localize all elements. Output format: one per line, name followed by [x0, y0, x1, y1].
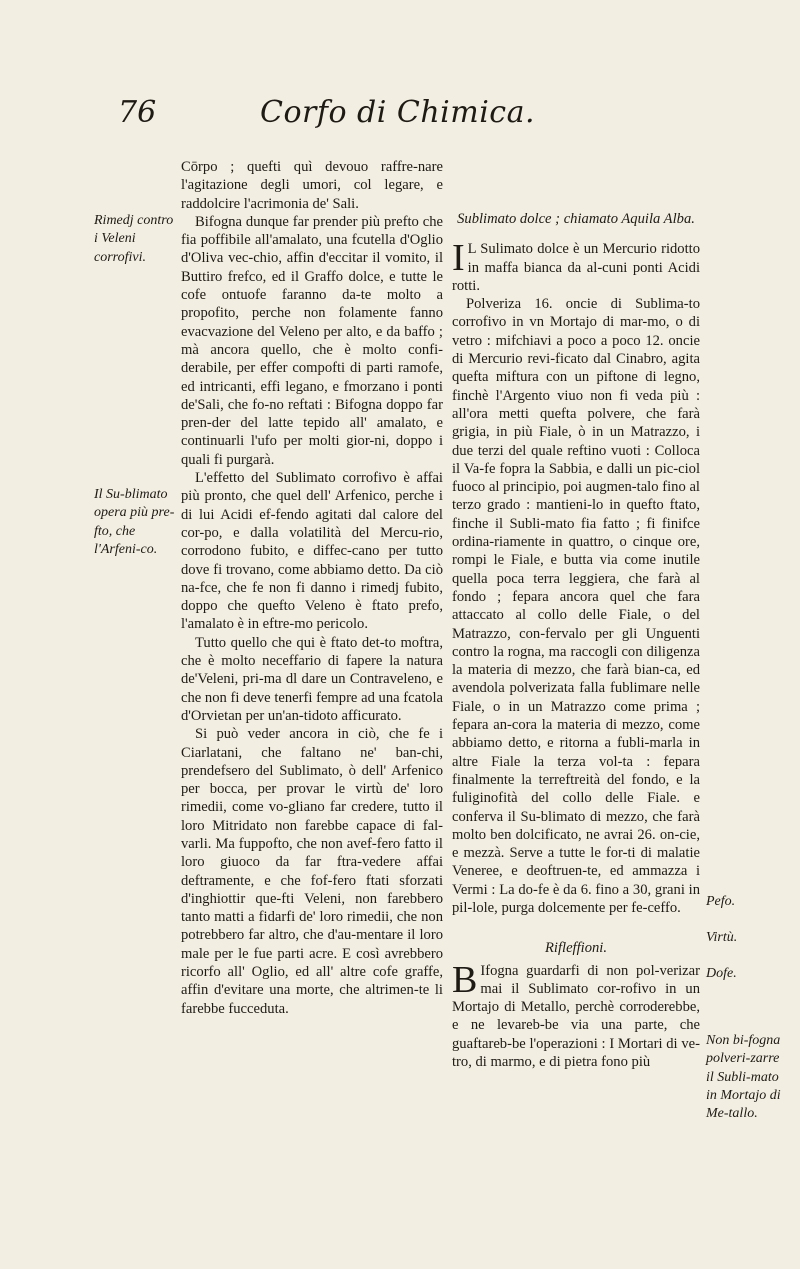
- page-header: [118, 95, 718, 145]
- subsection-title: Rifleffioni.: [544, 940, 608, 957]
- paragraph: Tutto quello che qui è ftato det-to moftra, che è molto neceffario di fapere la natura de'Veleni, pri-ma dl dare un Contraveleno, e che non fi deve tenerfi fempre ad una fcatola d'Orvietan per un'an-tidoto afficurato.: [181, 634, 443, 724]
- margin-note-weight: Pefo.: [706, 894, 736, 909]
- margin-note-sublimato: Il Su-blimato opera più pre-fto, che l'Arfeni-co.: [94, 487, 175, 557]
- paragraph: Si può veder ancora in ciò, che fe i Ciarlatani, che faltano ne' ban-chi, prendefsero del Sublimato, ò dell' Arfenico per bocca, per provar le virtù de' loro rimedii, come vo-gliano far credere, tutto il loro Mitridato non farebbe capace di fal-varli. Ma fuppofto, che non avef-fero fatto il loro giuoco da far ftra-vedere affai deftramente, e che fof-fero ftati sforzati d'inghiottir que-fti Veleni, non farebbero tanto matti a fidarfi de' loro rimedii, che non potrebbero far altro, che d'au-mentare il loro male per le fue parti acre. E così avrebbero ricorfo all' Oglio, ed all' altre cofe graffe, affin d'evitare una morte, che altrimen-te li farebbe fucceduta.: [181, 726, 443, 1017]
- paragraph: L'effetto del Sublimato corrofivo è affai più pronto, che quel dell' Arfenico, perche i di lui Acidi ef-fendo agitati dal calore del cor-po, e dalla volatilità del Mercu-rio, corrodono fubito, e diffec-cano per tutto dove fi trovano, come abbiamo detto. Da ciò na-fce, che fe non fi danno i rimedj fubito, doppo che quefto Veleno è ftato prefo, l'amalato è in eftre-mo pericolo.: [181, 470, 443, 633]
- paragraph: Polveriza 16. oncie di Sublima-to corrofivo in vn Mortajo di mar-mo, o di vetro : mifchiavi a poco a poco 12. oncie di Mercurio revi-ficato dal Cinabro, agita quefta miftura con un piftone di legno, finchè l'Argento viuo non fi veda più : all'ora metti quefta polvere, che farà grigia, in più Fiale, ò in un Matrazzo, i due terzi del quale reftino vuoti : Colloca il Va-fe fopra la Sabbia, e dalli un pic-ciol fuoco al principio, poi augmen-talo fino al terzo grado : mantieni-lo in quefto ftato, finche il Subli-mato fia fatto ; fi finifce ordina-riamente in quattro, o cinque ore, rompi le Fiale, e butta via come inutile quella poca terra leggiera, che farà al fondo ; fepara ancora quel che fara attaccato al collo delle Fiale, o del Matrazzo, con-fervalo per gli Unguenti contro la rogna, ma raccogli con diligenza la materia di mezzo, che farà bian-ca, ed avendola polverizata falla fublimare nelle Fiale, o in un Matrazzo come prima ; fepara an-cora la materia di mezzo, come abbiamo detto, e ritorna a fubli-marla in altre Fiale la terza vol-ta : fepara finalmente la terreftreità del fondo, e la fuliginofità del collo delle Fiale. e conferva il Su-blimato di mezzo, che farà molto ben dolcificato, ne avrai 26. on-cie, e mezzà. Serve a tutte le for-ti di malatie Veneree, e deoftruen-te, ed ammazza i Vermi : La do-fe è da 6. fino a 30, grani in pil-lole, purga dolcemente per fe-ceffo.: [452, 296, 700, 916]
- right-column: [452, 210, 700, 1071]
- running-title: Corfo di Chimica.: [260, 95, 536, 130]
- paragraph: IL Sulimato dolce è un Mercurio ridotto in maffa bianca da al-cuni ponti Acidi rotti.: [452, 237, 700, 294]
- section-title: Sublimato dolce ; chiamato Aquila Alba.: [457, 211, 695, 227]
- paragraph: BIfogna guardarfi di non pol-verizar mai il Sublimato cor-rofivo in un Mortajo di Metallo, perchè corroderebbe, e ne levareb-be via una parte, che guaftareb-be l'operazioni : I Mortari di ve-tro, di marmo, e di pietra fono più: [452, 958, 700, 1071]
- paragraph: Bifogna dunque far prender più prefto che fia poffibile all'amalato, una fcutella d'Oglio d'Oliva vec-chio, affin d'eccitar il vomito, il Buttiro frefco, ed il Graffo dolce, e tutte le cofe ontuofe faranno da-te molto a propofito, perche non folamente fanno evacvazione del Veleno per alto, e da baffo ; mà ancora quello, che è molto confi-derabile, per effer compofti di parti ramofe, ed intricanti, effi legano, e fmorzano i ponti de'Sali, che fo-no reftati : Bifogna doppo far pren-der del latte tepido all' amalato, e continuarli l'ufo per molti gior-ni, doppo i quali fi purgarà.: [181, 213, 443, 468]
- margin-note-virtue: Virtù.: [706, 930, 738, 945]
- margin-note-mortar: Non bi-fogna polveri-zarre il Subli-mato in Mortajo di Me-tallo.: [706, 1033, 781, 1122]
- margin-note-dose: Dofe.: [706, 966, 737, 981]
- paragraph: Cōrpo ; quefti quì devouo raffre-nare l'agitazione degli umori, col legare, e raddolcire l'acrimonia de' Sali.: [181, 159, 443, 212]
- margin-note-remedies: Rimedj contro i Veleni corrofivi.: [94, 213, 174, 265]
- page-number: 76: [118, 95, 157, 130]
- left-column: [181, 158, 443, 1018]
